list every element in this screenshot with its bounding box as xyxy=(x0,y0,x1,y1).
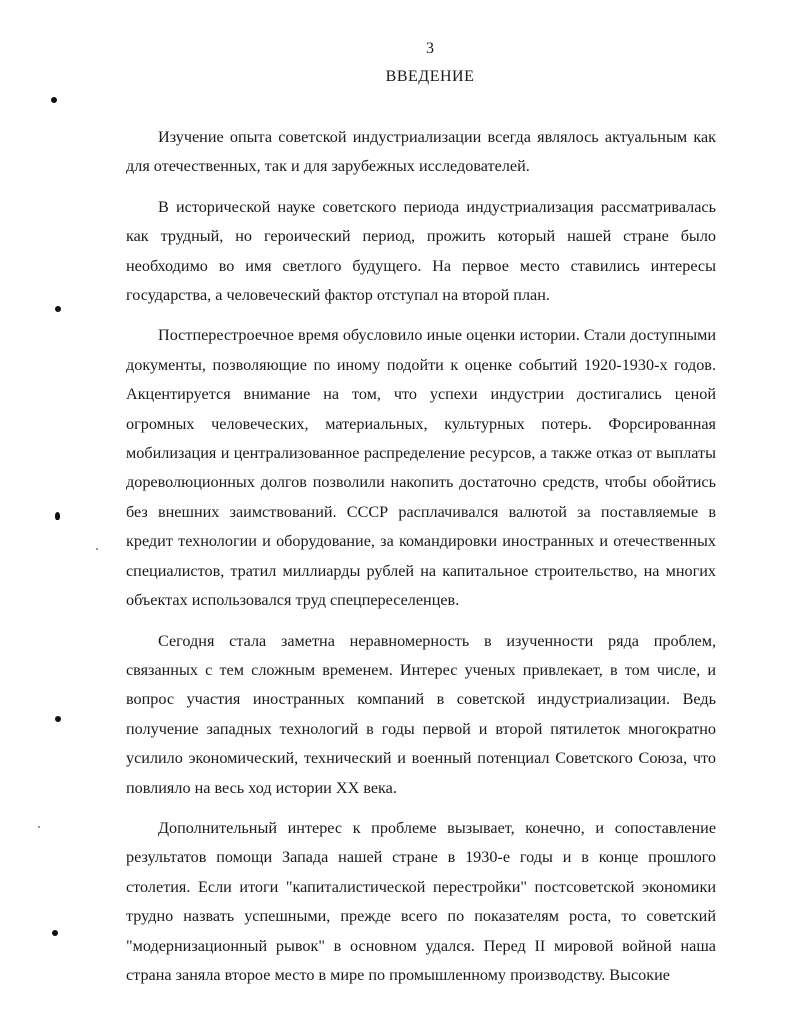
scan-hole-mark xyxy=(55,306,61,312)
paragraph: Дополнительный интерес к проблеме вызывает, конечно, и сопоставление результатов помощи Запада нашей стране в 1930-е годы и в конце прошлого столетия. Если итоги "капиталистической перестройки" постсоветской экономики трудно назвать успешными, прежде всего по показателям роста, то советский "модернизационный рывок" в основном удался. Перед II мировой войной наша страна заняла второе место в мире по промышленному производству. Высокие xyxy=(126,818,716,984)
scan-speck xyxy=(38,826,40,828)
paragraph: В исторической науке советского периода индустриализация рассматривалась как трудный, но героический период, прожить который нашей стране было необходимо во имя светлого будущего. На первое место ставились интересы государства, а человеческий фактор отступал на второй план. xyxy=(126,197,716,305)
scan-hole-mark xyxy=(55,716,61,722)
section-heading: ВВЕДЕНИЕ xyxy=(385,68,475,85)
paragraph: Изучение опыта советской индустриализации всегда являлось актуальным как для отечественных, так и для зарубежных исследователей. xyxy=(126,128,716,176)
scan-hole-mark xyxy=(52,930,58,936)
page-number: 3 xyxy=(426,40,434,57)
paragraph: Сегодня стала заметна неравномерность в изученности ряда проблем, связанных с тем сложным временем. Интерес ученых привлекает, в том числе, и вопрос участия иностранных компаний в советской индустриализации. Ведь получение западных технологий в годы первой и второй пятилеток многократно усилило экономический, технический и военный потенциал Советского Союза, что повлияло на весь ход истории XX века. xyxy=(126,631,716,797)
scan-speck xyxy=(96,548,98,550)
paragraph: Постперестроечное время обусловило иные оценки истории. Стали доступными документы, позволяющие по иному подойти к оценке событий 1920-1930-х годов. Акцентируется внимание на том, что успехи индустрии достигались ценой огромных человеческих, материальных, культурных потерь. Форсированная мобилизация и централизованное распределение ресурсов, а также отказ от выплаты дореволюционных долгов позволили накопить достаточно средств, чтобы обойтись без внешних заимствований. СССР расплачивался валютой за поставляемые в кредит технологии и оборудование, за командировки иностранных и отечественных специалистов, тратил миллиарды рублей на капитальное строительство, на многих объектах использовался труд спецпереселенцев. xyxy=(126,326,716,610)
scan-hole-mark xyxy=(51,97,57,103)
body-text xyxy=(126,123,716,1001)
scan-hole-mark xyxy=(55,512,60,520)
